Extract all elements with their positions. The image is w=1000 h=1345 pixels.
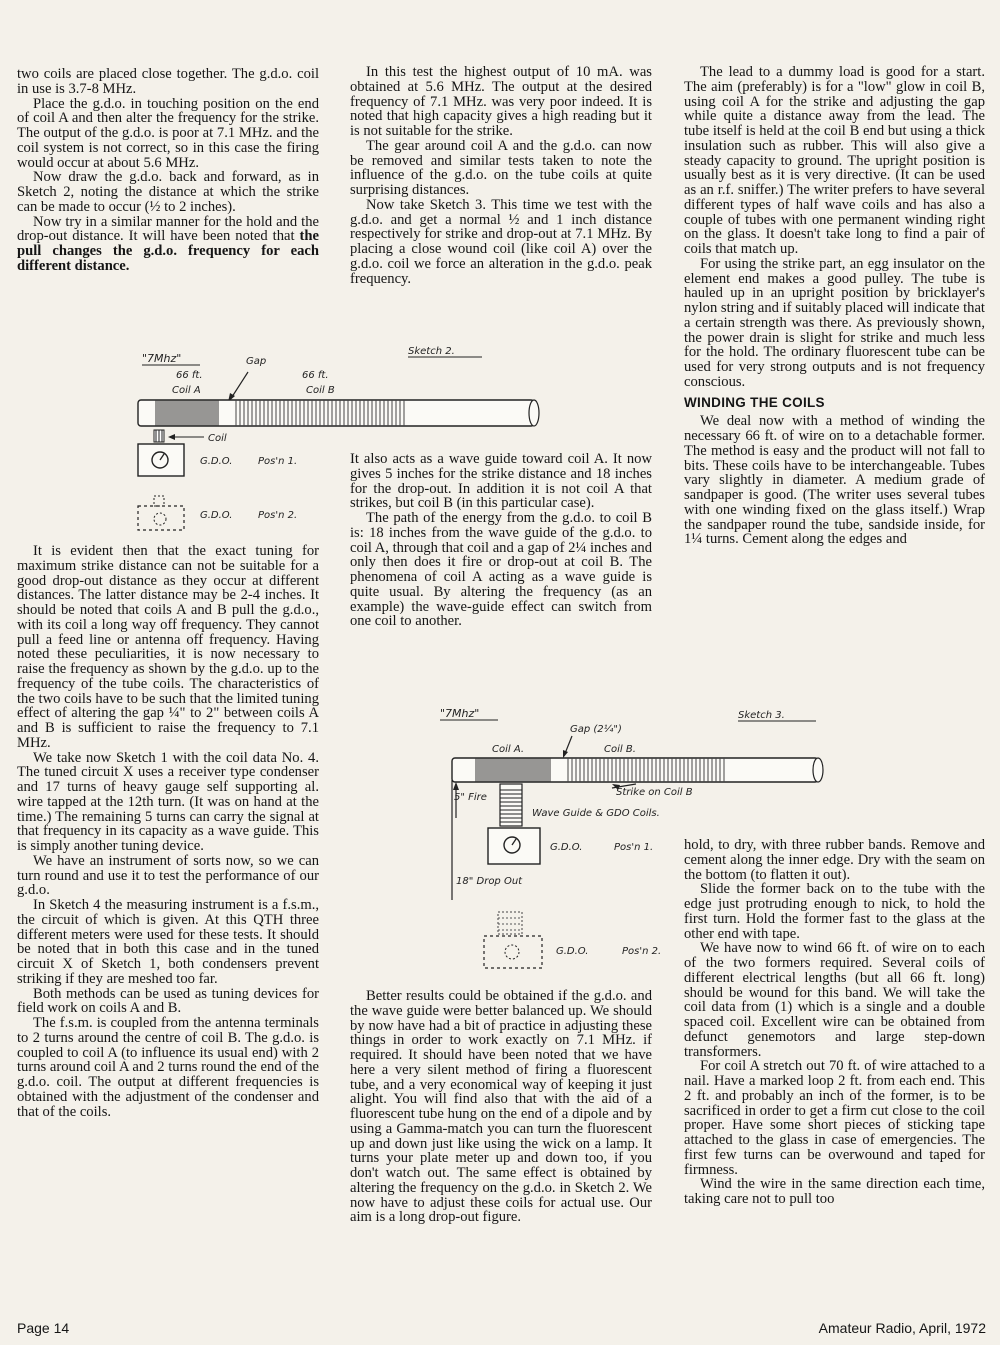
sketch-3-title: Sketch 3. [738, 710, 785, 721]
paragraph: Now draw the g.d.o. back and forward, as in Sketch 2, noting the distance at which the strike can be made to occur (½ to 2 inches). [17, 169, 319, 215]
drop-out-distance-label: 18" Drop Out [456, 876, 523, 887]
position-2-label: Pos'n 2. [258, 510, 298, 521]
gdo-label-position-2: G.D.O. [556, 946, 589, 957]
paragraph: Wind the wire in the same direction each time, taking care not to pull too [684, 1176, 985, 1207]
section-heading: WINDING THE COILS [684, 394, 825, 410]
column-3-top [684, 65, 985, 547]
paragraph: For using the strike part, an egg insulator on the element end makes a good pulley. The tube is hauled up in an upright position by bricklayer's nylon string and if suitably placed will indicate that a certain strength was there. As previously shown, the power drain is slight for strike and much less for the hold. The ordinary fluorescent tube can be used for very strong outputs and is not frequency conscious. [684, 255, 985, 390]
column-2-bottom [350, 989, 652, 1225]
paragraph: Better results could be obtained if the g.d.o. and the wave guide were better balanced up. We should by now have had a bit of practice in adjusting these things in order to work exactly on 7.1 MHz. if required. It should have been noted that we have here a very silent method of firing a fluorescent tube, and a very economical way of keeping it just alight. You will find also that with the aid of a fluorescent tube hung on the end of a dipole and by using a Gamma-match you can turn the fluorescent up and down just like using the wick on a lamp. It turns your plate meter up and down too, if you don't watch out. The same effect is obtained by altering the frequency on the g.d.o. in Sketch 2. We now have to adjust these coils for actual use. Our aim is a long drop-out figure. [350, 988, 652, 1226]
paragraph: hold, to dry, with three rubber bands. Remove and cement along the inner edge. Dry with the seam on the bottom (to flatten it out). [684, 837, 985, 883]
paragraph [17, 215, 319, 274]
coil-a-label: Coil A. [492, 744, 525, 755]
gdo-position-1 [488, 828, 540, 864]
paragraph: Now take Sketch 3. This time we test with the g.d.o. and get a normal ½ and 1 inch distance respectively for strike and drop-out at 7.1 MHz. By placing a close wound coil (like coil A) over the g.d.o. coil we force an alteration in the g.d.o. peak frequency. [350, 196, 652, 287]
emphasis-text: the pull changes the g.d.o. frequency for each different distance. [17, 228, 319, 274]
coil-a-label: Coil A [172, 385, 201, 396]
paragraph: The lead to a dummy load is good for a start. The aim (preferably) is for a "low" glow in coil B, using coil A for the strike and adjusting the gap while quite a distance away from the lead. The tube itself is held at the coil B end but using a thick insulation such as rubber. This will also give a steady capacity to ground. The upright position is usually best as it is very directive. (It can be used as an r.f. sniffer.) The writer prefers to have several different types of half wave coils and has also a couple of tubes with one permanent winding right on the glass. It doesn't take long to find a pair of coils that match up. [684, 64, 985, 257]
paragraph: We have an instrument of sorts now, so we can turn round and use it to test the performance of our g.d.o. [17, 852, 319, 899]
position-2-label: Pos'n 2. [622, 946, 662, 957]
paragraph: Slide the former back on to the tube with the edge just protruding enough to nick, to hold the first turn. Hold the former fast to the glass at the other end with tape. [684, 881, 985, 942]
position-1-label: Pos'n 1. [614, 842, 654, 853]
paragraph: The gear around coil A and the g.d.o. can now be removed and similar tests taken to note the influence of the g.d.o. on the tube coils at quite surprising distances. [350, 137, 652, 198]
strike-label: Strike on Coil B [616, 787, 693, 798]
gdo-label-position-1: G.D.O. [550, 842, 583, 853]
wave-guide-coil [500, 784, 522, 826]
paragraph: In this test the highest output of 10 mA. was obtained at 5.6 MHz. The output at the desired frequency of 7.1 MHz. was very poor indeed. It is noted that high capacity gives a high reading but it is not suitable for the strike. [350, 64, 652, 139]
gdo-label-position-2: G.D.O. [200, 510, 233, 521]
column-3-bottom [684, 838, 985, 1207]
coil-a-length-label: 66 ft. [176, 370, 203, 381]
paragraph: The f.s.m. is coupled from the antenna terminals to 2 turns around the centre of coil B. The g.d.o. is coupled to coil A (to influence its usual end) with 2 turns around coil A and 2 turns round the end of the g.d.o. coil. The output at different frequencies is obtained with the adjustment of the condenser and that of the coils. [17, 1015, 319, 1120]
paragraph: We deal now with a method of winding the necessary 66 ft. of wire on to a detachable former. The method is easy and the product will not fall to bits. These coils have to be interchangeable. Tubes vary slightly in diameter. A medium grade of sandpaper is good. (The writer uses several tubes with one winding fixed on the glass itself.) Wrap the sandpaper round the tube, sandside inside, for 1¼ turns. Cement along the edges and [684, 413, 985, 548]
position-1-label: Pos'n 1. [258, 456, 298, 467]
coil-label: Coil [208, 433, 227, 444]
column-1-bottom [17, 544, 319, 1119]
wave-guide-label: Wave Guide & GDO Coils. [532, 808, 660, 819]
journal-issue: Amateur Radio, April, 1972 [818, 1320, 986, 1336]
column-1-top [17, 67, 319, 274]
fire-distance-label: 5" Fire [454, 792, 487, 803]
paragraph: Both methods can be used as tuning devices for field work on coils A and B. [17, 985, 319, 1017]
sketch-3-gap-label: Gap (2¼") [570, 724, 622, 735]
gdo-position-2 [484, 936, 542, 968]
paragraph: two coils are placed close together. The g.d.o. coil in use is 3.7-8 MHz. [17, 66, 319, 97]
paragraph: We have now to wind 66 ft. of wire on to each of the two formers required. Several coils of different electrical lengths (but all 66 ft. long) should be wound for this band. We will take the coil data from (1) which is a single and a double spaced coil. Excellent wire can be obtained from defunct genemotors and large step-down transformers. [684, 940, 985, 1060]
column-2-middle [350, 452, 652, 629]
coil-b-label: Coil B. [604, 744, 636, 755]
paragraph: The path of the energy from the g.d.o. to coil B is: 18 inches from the wave guide of the g.d.o. to coil A, through that coil and a gap of 2¼ inches and only then does it fire or drop-out at coil B. The phenomena of coil A acting as a wave guide is quite usual. By altering the frequency (as an example) the wave-guide effect can switch from one coil to another. [350, 510, 652, 630]
coil-b-length-label: 66 ft. [302, 370, 329, 381]
gdo-position-2 [138, 506, 184, 530]
paragraph: In Sketch 4 the measuring instrument is a f.s.m., the circuit of which is given. At this QTH three different meters were used for these tests. It should be noted that in both this case and in the tuned circuit X of Sketch 1, both condensers prevent striking if they are meshed too far. [17, 897, 319, 987]
paragraph: It also acts as a wave guide toward coil A. It now gives 5 inches for the strike distance and 18 inches for the drop-out. In addition it is not coil A that strikes, but coil B (in this particular case). [350, 451, 652, 512]
fluorescent-tube [452, 758, 818, 782]
sketch-3-frequency-label: "7Mhz" [440, 707, 480, 720]
gdo-position-1 [138, 444, 184, 476]
paragraph: It is evident then that the exact tuning for maximum strike distance can not be suitable for a good drop-out distance as they occur at different distances. The latter distance may be 2-4 inches. It should be noted that coils A and B pull the g.d.o., with its coil a long way off frequency. They cannot pull a feed line or antenna off frequency. Having noted these peculiarities, it is now necessary to raise the frequency as shown by the g.d.o. up to the frequency of the tube coils. The characteristics of the two coils have to be such that the limited tuning effect of altering the gap ¼" to 2" between coils A and B is sufficient to raise the frequency to 7.1 MHz. [17, 543, 319, 751]
paragraph: For coil A stretch out 70 ft. of wire attached to a nail. Have a marked loop 2 ft. from each end. This 2 ft. and probably an inch of the former, is to be sacrificed in order to get a firm cut close to the coil proper. Have some short pieces of sticking tape attached to the glass in case of emergencies. The first few turns can be overwound and taped for firmness. [684, 1058, 985, 1178]
sketch-2-title: Sketch 2. [408, 346, 455, 357]
paragraph: Place the g.d.o. in touching position on the end of coil A and then alter the frequency for the strike. The output of the g.d.o. is poor at 7.1 MHz. and the coil system is not correct, so in this case the firing would occur at about 5.6 MHz. [17, 95, 319, 171]
sketch-2-frequency-label: "7Mhz" [142, 352, 182, 365]
page-number: Page 14 [17, 1320, 70, 1336]
paragraph-text: Now try in a similar manner for the hold and the drop-out distance. It will have been noted that [17, 213, 319, 245]
coil-b-label: Coil B [306, 385, 335, 396]
column-2-top [350, 65, 652, 286]
paragraph: We take now Sketch 1 with the coil data No. 4. The tuned circuit X uses a receiver type condenser and 17 turns of heavy gauge self supporting al. wire tapped at the 12th turn. (It was on hand at the time.) The remaining 5 turns can carry the signal at that frequency in its capacity as a wave guide. This is simply another tuning device. [17, 749, 319, 854]
gdo-label-position-1: G.D.O. [200, 456, 233, 467]
sketch-2-gap-label: Gap [246, 356, 267, 367]
